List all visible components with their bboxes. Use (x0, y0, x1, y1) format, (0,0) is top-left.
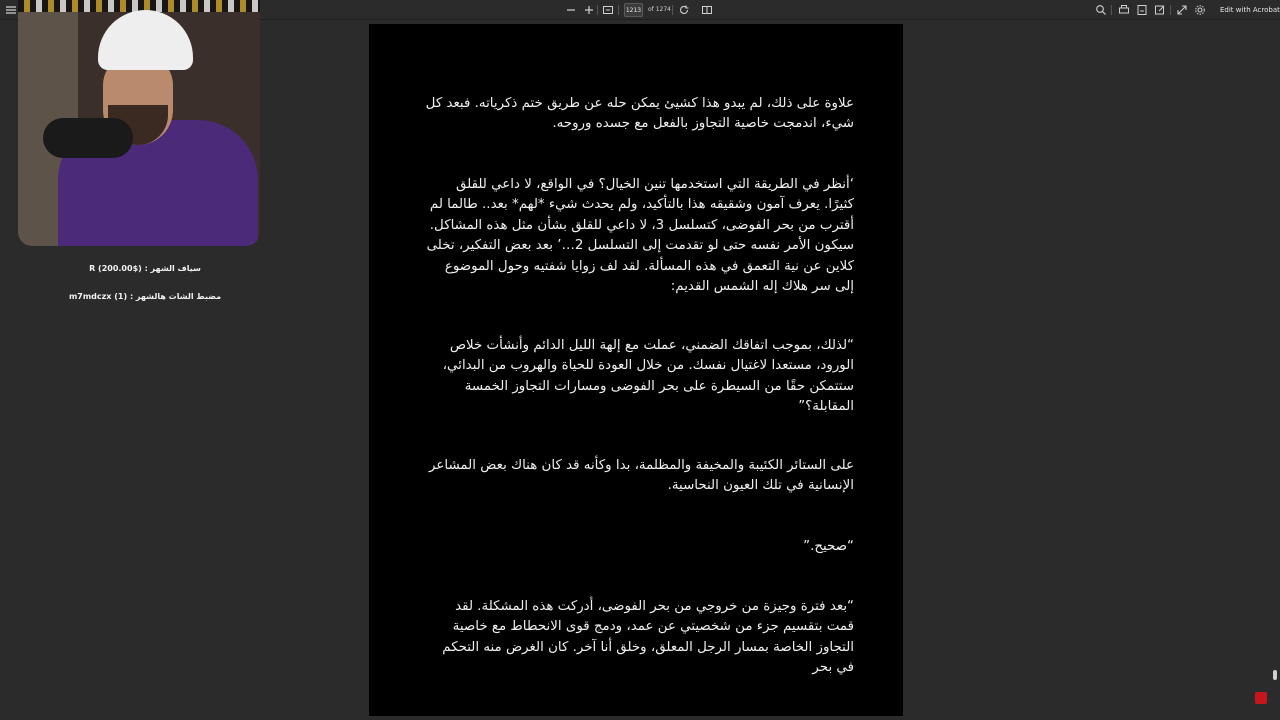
page-total-label: of 1274 (648, 6, 671, 13)
paragraph: ‘أنظر في الطريقة التي استخدمها تنين الخيال؟ في الواقع، لا داعي للقلق كثيرًا. يعرف آمون وشقيقه هذا بالتأكيد، ولم يحدث شيء *لهم* بعد.. طالما لم أقترب من بحر الفوضى، كتسلسل 3، لا داعي للقلق بشأن مثل هذه المشاكل. سيكون الأمر نفسه حتى لو تقدمت إلى التسلسل 2…’ بعد بعض التفكير، تخلى كلاين عن نية التعمق في هذه المسألة. لقد لف زوايا شفتيه وحول الموضوع إلى سر هلاك إله الشمس القديم: (426, 177, 854, 295)
annotate-icon[interactable] (1153, 3, 1167, 17)
rotate-icon[interactable] (677, 3, 691, 17)
toolbar-divider (1170, 5, 1171, 15)
zoom-out-icon[interactable] (564, 3, 578, 17)
webcam-overlay (18, 0, 260, 246)
paragraph: “لذلك، بموجب اتفاقك الضمني، عملت مع إلهة الليل الدائم وأنشأت خلاص الورود، مستعدا لاغتيال نفسك. من خلال العودة للحياة والهروب من البدائي، ستتمكن حقًا من السيطرة على بحر الفوضى ومسارات التجاوز الخمسة المقابلة؟” (442, 338, 854, 415)
webcam-person-cap (98, 10, 193, 70)
search-icon[interactable] (1094, 3, 1108, 17)
edit-with-acrobat-button[interactable]: Edit with Acrobat (1220, 6, 1280, 14)
toolbar-divider (618, 5, 619, 15)
overlay-line-1 (50, 248, 240, 262)
gear-icon[interactable] (1193, 3, 1207, 17)
pdf-page (369, 24, 903, 716)
page-number-input[interactable] (624, 3, 643, 17)
save-icon[interactable] (1135, 3, 1149, 17)
fit-page-icon[interactable] (601, 3, 615, 17)
paragraph: “صحيح.” (803, 539, 854, 554)
paragraph: على الستائر الكئيبة والمخيفة والمظلمة، بدا وكأنه قد كان هناك بعض المشاعر الإنسانية في تلك العيون النحاسية. (429, 458, 854, 494)
overlay-line-4: مضبط الشات هالشهر : (1) m7mdczx (68, 292, 222, 301)
overlay-line-2: سياف الشهر : ($200.00) R (89, 264, 201, 273)
toolbar-divider (672, 5, 673, 15)
menu-icon[interactable] (4, 3, 18, 17)
paragraph: “بعد فترة وجيزة من خروجي من بحر الفوضى، أدركت هذه المشكلة. لقد قمت بتقسيم جزء من شخصيتي عن عمد، ودمج قوى الانحطاط مع خاصية التجاوز الخاصة بمسار الرجل المعلق، وخلق أنا آخر. كان الغرض منه التحكم في بحر (442, 599, 854, 676)
two-page-view-icon[interactable] (700, 3, 714, 17)
zoom-in-icon[interactable] (582, 3, 596, 17)
stream-stats-overlay (50, 248, 240, 304)
overlay-line-3 (50, 276, 240, 290)
print-icon[interactable] (1117, 3, 1131, 17)
acrobat-logo-icon (1255, 692, 1267, 704)
toolbar-divider (1111, 5, 1112, 15)
paragraph: علاوة على ذلك، لم يبدو هذا كشيئ يمكن حله عن طريق ختم ذكرياته. فبعد كل شيء، اندمجت خاصية التجاوز بالفعل مع جسده وروحه. (425, 96, 854, 132)
microphone (43, 118, 133, 158)
toolbar-divider (597, 5, 598, 15)
expand-icon[interactable] (1175, 3, 1189, 17)
scrollbar-thumb[interactable] (1273, 670, 1277, 680)
